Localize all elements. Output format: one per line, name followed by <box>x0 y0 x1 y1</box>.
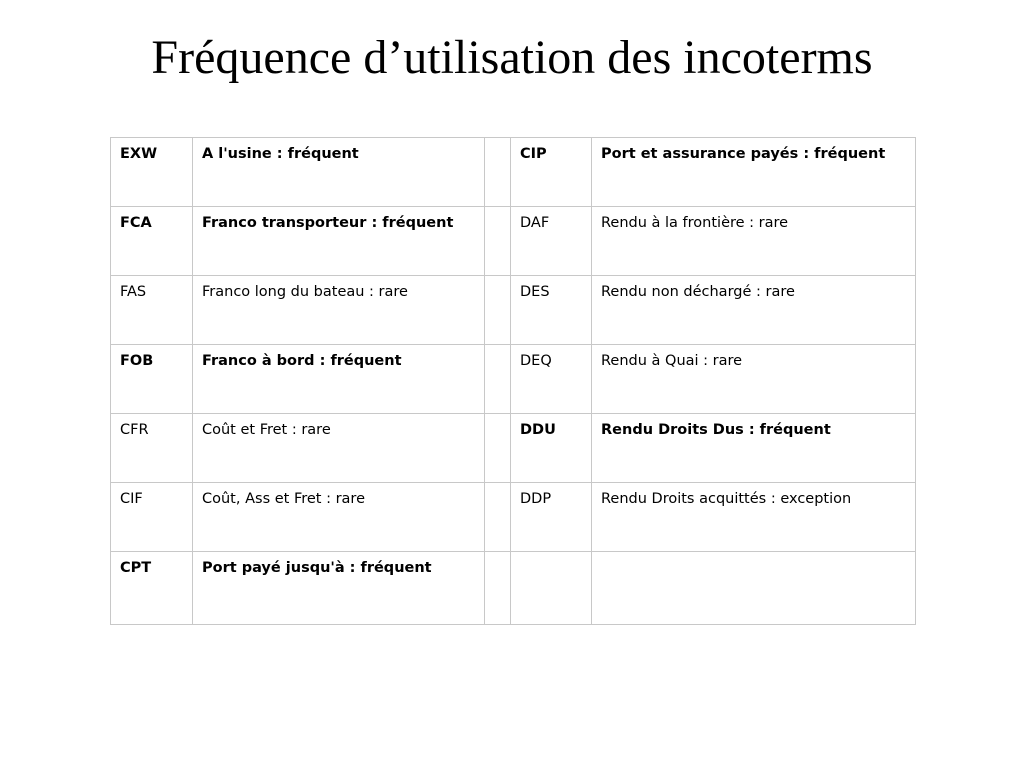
spacer-cell <box>485 207 511 276</box>
incoterm-description: Port et assurance payés : fréquent <box>592 138 916 207</box>
incoterm-code: EXW <box>111 138 193 207</box>
incoterm-description: Coût et Fret : rare <box>193 414 485 483</box>
incoterm-code: CPT <box>111 552 193 625</box>
incoterm-description: Rendu Droits acquittés : exception <box>592 483 916 552</box>
table-row <box>111 276 916 345</box>
incoterm-description <box>592 552 916 625</box>
table-row <box>111 483 916 552</box>
incoterm-code: CIF <box>111 483 193 552</box>
spacer-cell <box>485 552 511 625</box>
incoterm-description: Coût, Ass et Fret : rare <box>193 483 485 552</box>
spacer-cell <box>485 276 511 345</box>
spacer-cell <box>485 483 511 552</box>
spacer-cell <box>485 414 511 483</box>
table-row <box>111 207 916 276</box>
incoterm-description: Rendu Droits Dus : fréquent <box>592 414 916 483</box>
incoterm-code: DDU <box>511 414 592 483</box>
incoterm-code: DES <box>511 276 592 345</box>
incoterm-description: Franco transporteur : fréquent <box>193 207 485 276</box>
incoterm-code: DDP <box>511 483 592 552</box>
table-row <box>111 414 916 483</box>
spacer-cell <box>485 345 511 414</box>
incoterm-description: Rendu non déchargé : rare <box>592 276 916 345</box>
table-row <box>111 345 916 414</box>
incoterm-code: CIP <box>511 138 592 207</box>
table-row <box>111 138 916 207</box>
table-row <box>111 552 916 625</box>
incoterm-description: A l'usine : fréquent <box>193 138 485 207</box>
incoterm-code: DEQ <box>511 345 592 414</box>
incoterms-table <box>110 137 916 625</box>
incoterm-code: CFR <box>111 414 193 483</box>
incoterm-description: Rendu à la frontière : rare <box>592 207 916 276</box>
incoterm-description: Franco long du bateau : rare <box>193 276 485 345</box>
incoterm-description: Franco à bord : fréquent <box>193 345 485 414</box>
incoterm-description: Rendu à Quai : rare <box>592 345 916 414</box>
incoterm-code: DAF <box>511 207 592 276</box>
incoterm-code <box>511 552 592 625</box>
slide-title: Fréquence d’utilisation des incoterms <box>151 31 873 84</box>
incoterm-code: FCA <box>111 207 193 276</box>
incoterm-code: FAS <box>111 276 193 345</box>
incoterm-description: Port payé jusqu'à : fréquent <box>193 552 485 625</box>
incoterm-code: FOB <box>111 345 193 414</box>
spacer-cell <box>485 138 511 207</box>
